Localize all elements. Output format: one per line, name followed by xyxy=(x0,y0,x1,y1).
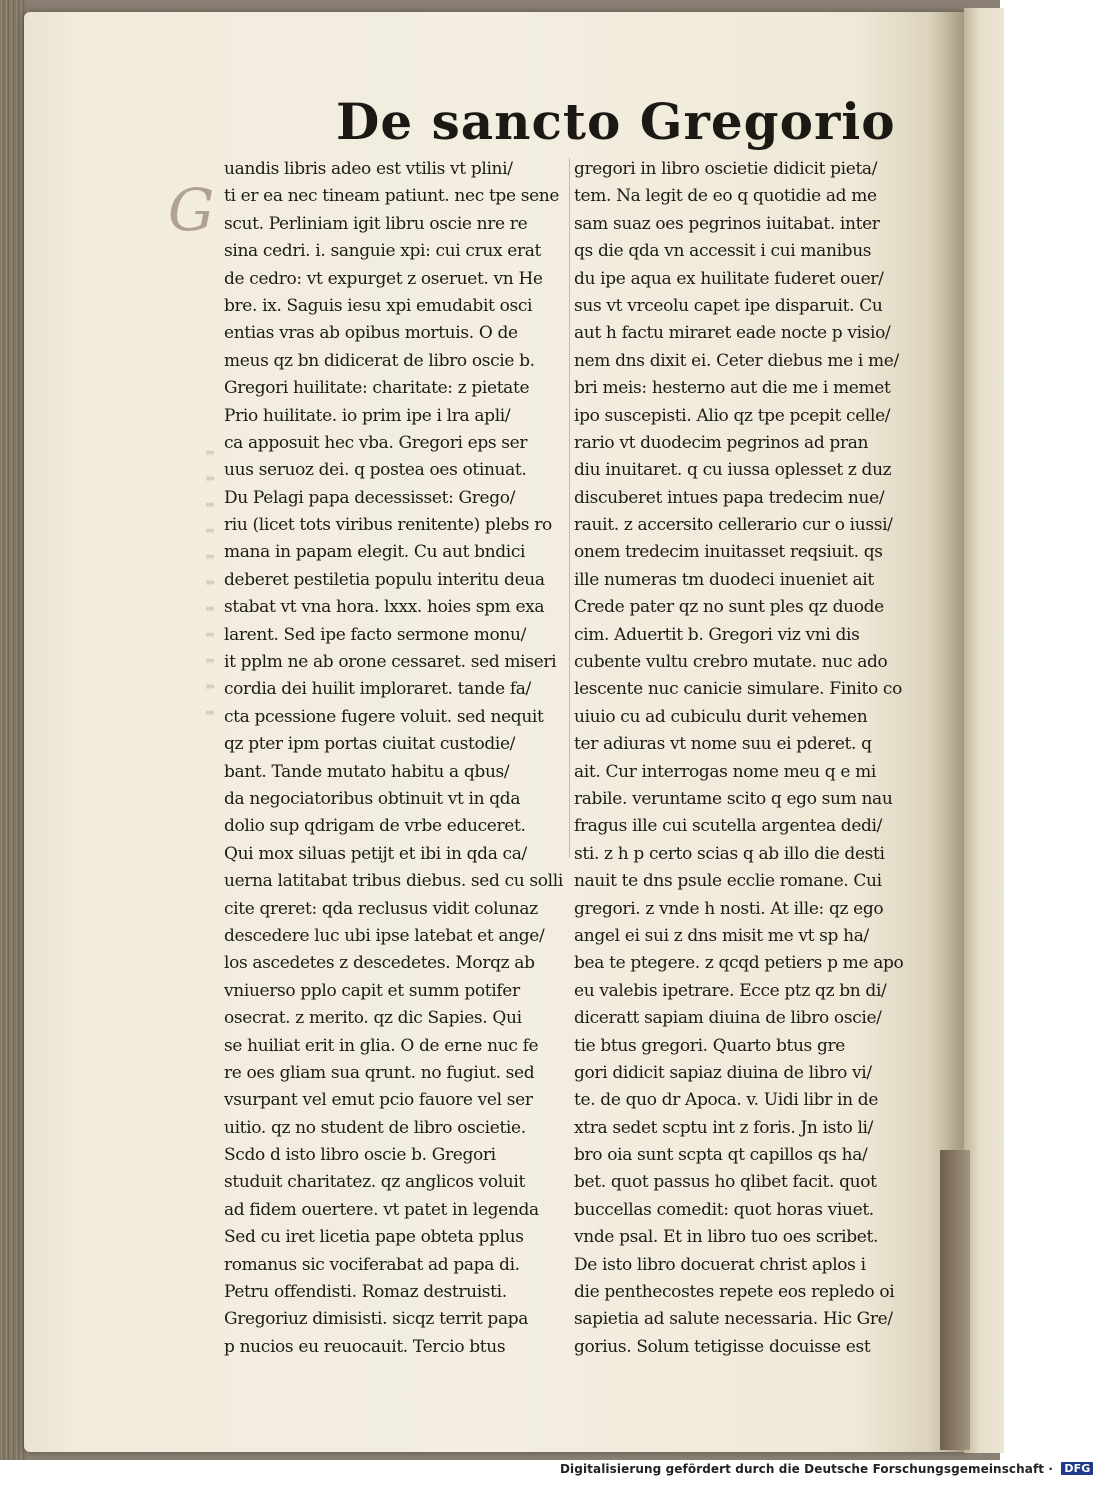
text-line: sti. z h p certo scias q ab illo die desti xyxy=(574,843,885,864)
text-line: lescente nuc canicie simulare. Finito co xyxy=(574,679,902,700)
text-line: Scdo d isto libro oscie b. Gregori xyxy=(224,1145,496,1166)
text-line: bre. ix. Saguis iesu xpi emudabit osci xyxy=(224,295,533,316)
text-line: sapietia ad salute necessaria. Hic Gre/ xyxy=(574,1309,893,1330)
text-line: angel ei sui z dns misit me vt sp ha/ xyxy=(574,925,869,946)
text-line: te. de quo dr Apoca. v. Uidi libr in de xyxy=(574,1090,879,1111)
text-line: p nucios eu reuocauit. Tercio btus xyxy=(224,1336,506,1357)
text-line: De isto libro docuerat christ aplos i xyxy=(574,1254,866,1275)
text-line: riu (licet tots viribus renitente) plebs ro xyxy=(224,515,552,536)
text-line: osecrat. z merito. qz dic Sapies. Qui xyxy=(224,1008,522,1029)
text-line: mana in papam elegit. Cu aut bndici xyxy=(224,542,526,563)
text-line: ca apposuit hec vba. Gregori eps ser xyxy=(224,432,528,453)
text-line: discuberet intues papa tredecim nue/ xyxy=(574,487,885,508)
text-line: vnde psal. Et in libro tuo oes scribet. xyxy=(574,1227,879,1248)
text-line: uitio. qz no student de libro oscietie. xyxy=(224,1117,526,1138)
text-line: ad fidem ouertere. vt patet in legenda xyxy=(224,1199,539,1220)
text-line: uerna latitabat tribus diebus. sed cu solli xyxy=(224,871,563,892)
text-line: deberet pestiletia populu interitu deua xyxy=(224,569,545,590)
text-line: qz pter ipm portas ciuitat custodie/ xyxy=(224,734,516,755)
text-line: nem dns dixit ei. Ceter diebus me i me/ xyxy=(574,350,899,371)
text-line: entias vras ab opibus mortuis. O de xyxy=(224,323,518,344)
initial-letter-mark: G xyxy=(168,176,215,244)
text-line: du ipe aqua ex huilitate fuderet ouer/ xyxy=(574,268,884,289)
binding-spine xyxy=(940,1150,970,1450)
text-line: se huiliat erit in glia. O de erne nuc fe xyxy=(224,1035,539,1056)
text-line: ille numeras tm duodeci inueniet ait xyxy=(574,569,874,590)
text-line: tie btus gregori. Quarto btus gre xyxy=(574,1035,846,1056)
text-line: cubente vultu crebro mutate. nuc ado xyxy=(574,652,888,673)
text-line: vniuerso pplo capit et summ potifer xyxy=(224,980,520,1001)
text-line: dolio sup qdrigam de vrbe educeret. xyxy=(224,816,526,837)
text-line: buccellas comedit: quot horas viuet. xyxy=(574,1199,874,1220)
text-line: sam suaz oes pegrinos iuitabat. inter xyxy=(574,213,880,234)
text-line: Sed cu iret licetia pape obteta pplus xyxy=(224,1227,524,1248)
text-line: re oes gliam sua qrunt. no fugiut. sed xyxy=(224,1062,535,1083)
text-line: rabile. veruntame scito q ego sum nau xyxy=(574,788,893,809)
text-line: bant. Tande mutato habitu a qbus/ xyxy=(224,761,510,782)
text-line: diu inuitaret. q cu iussa oplesset z duz xyxy=(574,460,892,481)
text-line: da negociatoribus obtinuit vt in qda xyxy=(224,788,521,809)
text-line: rauit. z accersito cellerario cur o iussi/ xyxy=(574,515,893,536)
text-line: gregori. z vnde h nosti. At ille: qz ego xyxy=(574,898,884,919)
text-line: meus qz bn didicerat de libro oscie b. xyxy=(224,350,535,371)
text-line: nauit te dns psule ecclie romane. Cui xyxy=(574,871,882,892)
text-line: cordia dei huilit imploraret. tande fa/ xyxy=(224,679,531,700)
page-heading: De sancto Gregorio xyxy=(336,92,896,151)
text-line: it pplm ne ab orone cessaret. sed miseri xyxy=(224,652,557,673)
text-line: onem tredecim inuitasset reqsiuit. qs xyxy=(574,542,883,563)
text-line: los ascedetes z descedetes. Morqz ab xyxy=(224,953,535,974)
text-line: fragus ille cui scutella argentea dedi/ xyxy=(574,816,883,837)
text-line: scut. Perliniam igit libru oscie nre re xyxy=(224,213,528,234)
text-line: bri meis: hesterno aut die me i memet xyxy=(574,378,891,399)
text-line: sus vt vrceolu capet ipe disparuit. Cu xyxy=(574,295,883,316)
text-line: die penthecostes repete eos repledo oi xyxy=(574,1282,895,1303)
text-line: ter adiuras vt nome suu ei pderet. q xyxy=(574,734,872,755)
text-line: diceratt sapiam diuina de libro oscie/ xyxy=(574,1008,882,1029)
text-line: descedere luc ubi ipse latebat et ange/ xyxy=(224,925,545,946)
text-line: bro oia sunt scpta qt capillos qs ha/ xyxy=(574,1145,868,1166)
text-line: bea te ptegere. z qcqd petiers p me apo xyxy=(574,953,904,974)
text-line: aut h factu miraret eade nocte p visio/ xyxy=(574,323,891,344)
right-text-column xyxy=(574,156,914,1361)
text-line: de cedro: vt expurget z oseruet. vn He xyxy=(224,268,543,289)
text-line: uiuio cu ad cubiculu durit vehemen xyxy=(574,706,868,727)
facing-page-edge xyxy=(964,8,1004,1453)
text-line: gregori in libro oscietie didicit pieta/ xyxy=(574,159,878,179)
text-line: stabat vt vna hora. lxxx. hoies spm exa xyxy=(224,597,545,618)
text-line: Du Pelagi papa decessisset: Grego/ xyxy=(224,487,516,508)
credit-text: Digitalisierung gefördert durch die Deutsche Forschungsgemeinschaft · xyxy=(560,1462,1054,1476)
text-line: Qui mox siluas petijt et ibi in qda ca/ xyxy=(224,843,527,864)
margin-marks xyxy=(206,430,214,730)
left-text-column xyxy=(224,156,570,1361)
text-line: eu valebis ipetrare. Ecce ptz qz bn di/ xyxy=(574,980,887,1001)
text-line: Gregori huilitate: charitate: z pietate xyxy=(224,378,530,399)
dfg-logo: DFG xyxy=(1061,1462,1093,1475)
text-line: Crede pater qz no sunt ples qz duode xyxy=(574,597,884,618)
text-line: vsurpant vel emut pcio fauore vel ser xyxy=(224,1090,533,1111)
text-line: studuit charitatez. qz anglicos voluit xyxy=(224,1172,525,1193)
text-line: ait. Cur interrogas nome meu q e mi xyxy=(574,761,876,782)
text-line: ti er ea nec tineam patiunt. nec tpe sene xyxy=(224,186,560,207)
text-line: cim. Aduertit b. Gregori viz vni dis xyxy=(574,624,860,645)
text-line: Prio huilitate. io prim ipe i lra apli/ xyxy=(224,405,511,426)
text-line: Gregoriuz dimisisti. sicqz territ papa xyxy=(224,1309,529,1330)
text-line: rario vt duodecim pegrinos ad pran xyxy=(574,432,869,453)
text-line: cite qreret: qda reclusus vidit colunaz xyxy=(224,898,538,919)
text-line: Petru offendisti. Romaz destruisti. xyxy=(224,1282,507,1303)
text-line: cta pcessione fugere voluit. sed nequit xyxy=(224,706,544,727)
text-line: gorius. Solum tetigisse docuisse est xyxy=(574,1336,871,1357)
text-line: bet. quot passus ho qlibet facit. quot xyxy=(574,1172,877,1193)
text-line: ipo suscepisti. Alio qz tpe pcepit celle/ xyxy=(574,405,891,426)
text-line: uandis libris adeo est vtilis vt plini/ xyxy=(224,159,513,179)
text-line: tem. Na legit de eo q quotidie ad me xyxy=(574,186,877,207)
digitization-credit xyxy=(560,1462,1093,1482)
text-line: qs die qda vn accessit i cui manibus xyxy=(574,241,872,262)
text-line: romanus sic vociferabat ad papa di. xyxy=(224,1254,520,1275)
text-line: uus seruoz dei. q postea oes otinuat. xyxy=(224,460,527,481)
text-line: gori didicit sapiaz diuina de libro vi/ xyxy=(574,1062,872,1083)
text-line: xtra sedet scptu int z foris. Jn isto li/ xyxy=(574,1117,874,1138)
text-line: sina cedri. i. sanguie xpi: cui crux erat xyxy=(224,241,542,262)
text-line: larent. Sed ipe facto sermone monu/ xyxy=(224,624,526,645)
page-edges xyxy=(0,0,26,1460)
